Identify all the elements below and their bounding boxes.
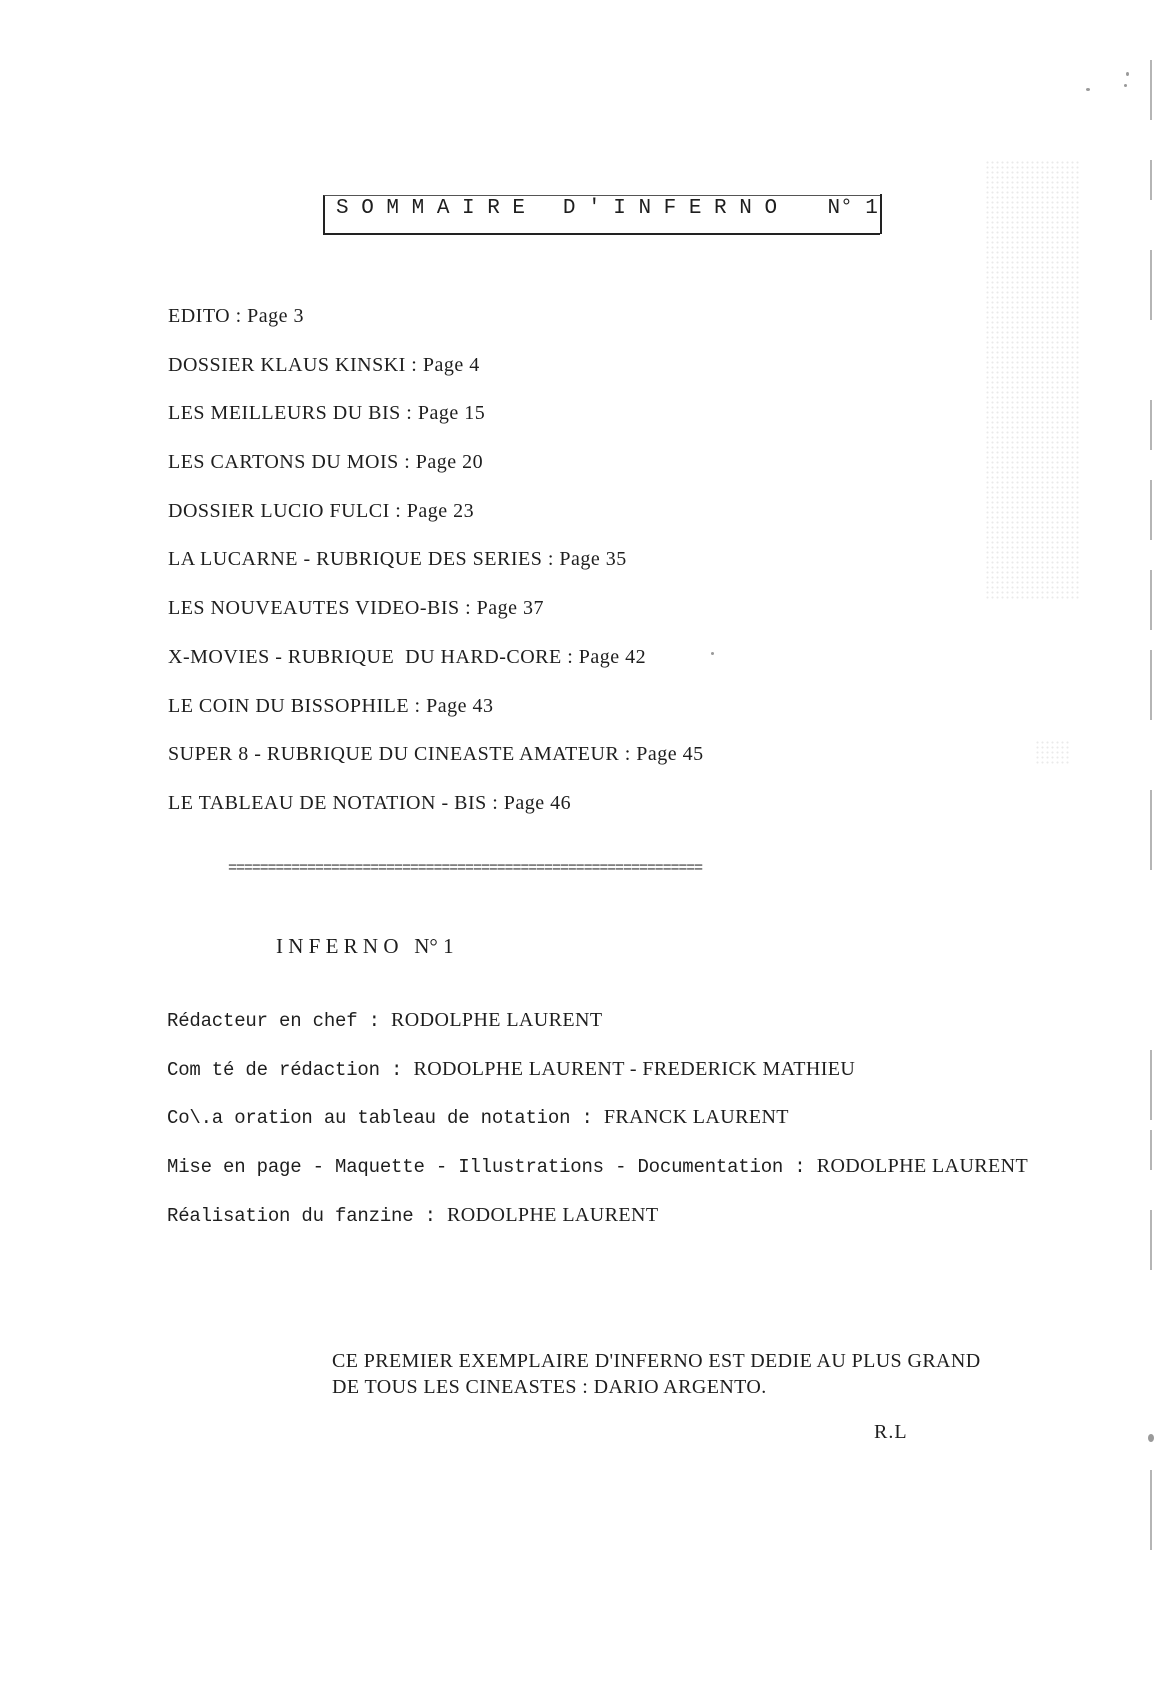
credit-line xyxy=(167,1004,1028,1053)
bleed-through-shadow xyxy=(1035,740,1070,765)
scan-edge-artifact xyxy=(1150,60,1152,120)
credit-names: RODOLPHE LAURENT xyxy=(447,1203,659,1226)
scan-speckle xyxy=(1126,72,1129,76)
signature-initials: R.L xyxy=(874,1421,908,1443)
credit-names: RODOLPHE LAURENT xyxy=(391,1009,603,1031)
toc-entry: EDITO : Page 3 xyxy=(168,305,305,327)
credit-line xyxy=(167,1101,1028,1150)
credit-line xyxy=(167,1150,1028,1199)
scan-edge-artifact xyxy=(1150,1050,1152,1120)
credit-role: Rédacteur en chef : xyxy=(167,1010,392,1032)
credit-role: Co\.a oration au tableau de notation : xyxy=(167,1107,604,1130)
table-of-contents xyxy=(168,300,704,836)
scan-edge-artifact xyxy=(1150,650,1152,720)
toc-entry: LES MEILLEURS DU BIS : Page 15 xyxy=(168,402,486,425)
credit-names: FRANCK LAURENT xyxy=(603,1106,789,1129)
dedication xyxy=(332,1348,981,1400)
toc-entry: DOSSIER LUCIO FULCI : Page 23 xyxy=(168,499,475,522)
dedication-line: CE PREMIER EXEMPLAIRE D'INFERNO EST DEDIE AU PLUS GRAND xyxy=(332,1350,981,1372)
toc-entry: LE TABLEAU DE NOTATION - BIS : Page 46 xyxy=(168,791,572,814)
scan-edge-artifact xyxy=(1150,250,1152,320)
toc-entry: DOSSIER KLAUS KINSKI : Page 4 xyxy=(168,353,480,376)
scan-edge-artifact xyxy=(1150,1470,1152,1550)
scan-edge-artifact xyxy=(1150,480,1152,540)
scan-edge-artifact xyxy=(1150,400,1152,450)
page-title: S O M M A I R E D ' I N F E R N O N° 1 xyxy=(336,197,878,220)
credit-role: Mise en page - Maquette - Illustrations - Documentation : xyxy=(167,1156,817,1179)
toc-entry: SUPER 8 - RUBRIQUE DU CINEASTE AMATEUR : Page 45 xyxy=(168,743,704,766)
scan-speckle xyxy=(1086,88,1090,91)
scan-edge-artifact xyxy=(1150,790,1152,870)
scan-edge-artifact xyxy=(1150,1130,1152,1170)
credit-names: RODOLPHE LAURENT xyxy=(816,1155,1029,1178)
toc-entry: LES CARTONS DU MOIS : Page 20 xyxy=(168,451,484,474)
credits-list xyxy=(167,1004,1028,1247)
credit-names: RODOLPHE LAURENT - FREDERICK MATHIEU xyxy=(413,1057,856,1080)
credit-role: Réalisation du fanzine : xyxy=(167,1204,448,1227)
issue-heading: I N F E R N O N° 1 xyxy=(276,934,454,958)
toc-entry: LE COIN DU BISSOPHILE : Page 43 xyxy=(168,694,494,717)
scan-speckle xyxy=(1148,1434,1154,1442)
toc-entry: LA LUCARNE - RUBRIQUE DES SERIES : Page 35 xyxy=(168,548,627,571)
section-divider: ============================================================ xyxy=(228,860,703,877)
credit-role: Com té de rédaction : xyxy=(167,1058,414,1081)
scan-edge-artifact xyxy=(1150,570,1152,630)
dedication-line: DE TOUS LES CINEASTES : DARIO ARGENTO. xyxy=(332,1376,767,1398)
scan-speckle xyxy=(1124,84,1127,87)
toc-entry: LES NOUVEAUTES VIDEO-BIS : Page 37 xyxy=(168,597,545,620)
bleed-through-shadow xyxy=(985,160,1080,600)
credit-line xyxy=(167,1053,1028,1102)
scan-edge-artifact xyxy=(1150,160,1152,200)
scan-edge-artifact xyxy=(1150,1210,1152,1270)
scan-speckle xyxy=(711,652,714,655)
toc-entry: X-MOVIES - RUBRIQUE DU HARD-CORE : Page 42 xyxy=(168,645,647,668)
credit-line xyxy=(167,1199,1028,1248)
